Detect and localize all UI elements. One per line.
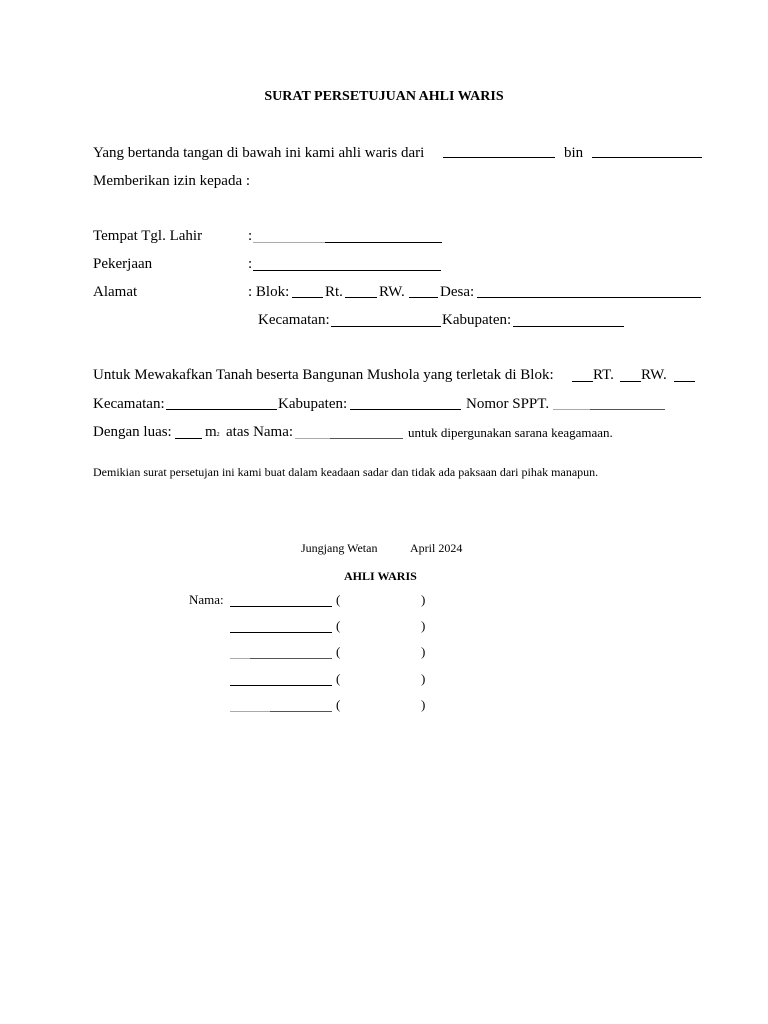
heir-4-line[interactable] [230, 685, 332, 686]
statement-text: Demikian surat persetujan ini kami buat dalam keadaan sadar dan tidak ada paksaan dari pihak manapun. [93, 465, 599, 479]
heir-3-paren-open: ( [336, 644, 341, 659]
waqf-blok-line[interactable] [572, 381, 593, 382]
heir-5-paren-close: ) [421, 697, 426, 712]
rw-label: RW. [379, 284, 405, 300]
heir-5-paren-open: ( [336, 697, 341, 712]
heir-1-paren-open: ( [336, 592, 341, 607]
place-text: Jungjang Wetan [301, 541, 378, 555]
heir-3-line[interactable] [250, 658, 332, 659]
sppt-label: Nomor SPPT. [466, 396, 550, 412]
rt-line[interactable] [345, 297, 377, 298]
job-label: Pekerjaan [93, 256, 153, 272]
waqf-kabupaten-label: Kabupaten: [278, 396, 348, 412]
blok-line[interactable] [292, 297, 323, 298]
heir-4-paren-open: ( [336, 671, 341, 686]
heir-2-paren-open: ( [336, 618, 341, 633]
waqf-kecamatan-line[interactable] [166, 409, 277, 410]
birth-colon: : [248, 228, 253, 244]
owner-name-label: atas Nama: [226, 424, 294, 440]
address-label: Alamat [93, 284, 138, 300]
intro-text: Yang bertanda tangan di bawah ini kami ahli waris dari [93, 145, 425, 161]
heir-2-line[interactable] [230, 632, 332, 633]
birth-line-faint [253, 242, 325, 243]
waqf-kabupaten-line[interactable] [350, 409, 461, 410]
kecamatan-line[interactable] [331, 326, 441, 327]
unit-superscript: 2 [216, 432, 220, 438]
heirs-heading: AHLI WARIS [344, 569, 417, 583]
sppt-line-faint [553, 409, 590, 410]
father-name-line[interactable] [592, 157, 702, 158]
kabupaten-line[interactable] [513, 326, 624, 327]
waqf-text: Untuk Mewakafkan Tanah beserta Bangunan Mushola yang terletak di Blok: [93, 367, 554, 383]
waqf-kecamatan-label: Kecamatan: [93, 396, 165, 412]
luas-line[interactable] [175, 438, 202, 439]
rw-line[interactable] [409, 297, 438, 298]
deceased-name-line[interactable] [443, 157, 555, 158]
owner-name-line[interactable] [330, 438, 403, 439]
waqf-rw-label: RW. [641, 367, 667, 383]
desa-line[interactable] [477, 297, 701, 298]
waqf-rt-line[interactable] [620, 381, 641, 382]
date-text: April 2024 [410, 541, 463, 555]
heirs-name-label: Nama: [189, 592, 224, 607]
bin-label: bin [564, 145, 584, 161]
heir-5-line-faint [230, 711, 270, 712]
heir-4-paren-close: ) [421, 671, 426, 686]
permission-text: Memberikan izin kepada : [93, 173, 251, 189]
heir-5-line[interactable] [270, 711, 332, 712]
job-line[interactable] [253, 270, 441, 271]
kecamatan-label: Kecamatan: [258, 312, 330, 328]
document-title: SURAT PERSETUJUAN AHLI WARIS [264, 89, 504, 104]
heir-3-line-faint [230, 658, 250, 659]
waqf-rt-label: RT. [593, 367, 614, 383]
birth-label: Tempat Tgl. Lahir [93, 228, 203, 244]
job-colon: : [248, 256, 253, 272]
blok-label: : Blok: [248, 284, 290, 300]
unit-text: m [205, 424, 217, 440]
desa-label: Desa: [440, 284, 475, 300]
heir-3-paren-close: ) [421, 644, 426, 659]
sppt-line[interactable] [590, 409, 665, 410]
owner-name-line-faint [295, 438, 330, 439]
birth-line[interactable] [325, 242, 442, 243]
heir-1-paren-close: ) [421, 592, 426, 607]
kabupaten-label: Kabupaten: [442, 312, 512, 328]
luas-label: Dengan luas: [93, 424, 172, 440]
purpose-text: untuk dipergunakan sarana keagamaan. [408, 425, 613, 440]
heir-2-paren-close: ) [421, 618, 426, 633]
waqf-rw-line[interactable] [674, 381, 695, 382]
unit-label [205, 423, 220, 441]
heir-1-line[interactable] [230, 606, 332, 607]
rt-label: Rt. [325, 284, 343, 300]
